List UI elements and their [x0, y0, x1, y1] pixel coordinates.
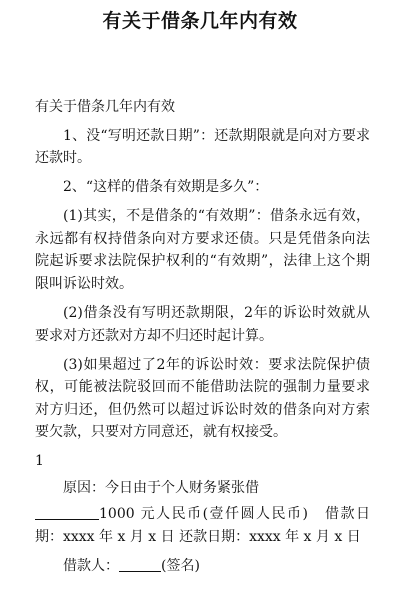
borrower-label: 借款人：	[63, 558, 119, 575]
loan-date-label: 借款日期：	[35, 506, 370, 546]
iou-amount: 1000 元人民币(壹仟圆人民币)	[99, 506, 308, 523]
iou-amount-line	[35, 503, 370, 548]
page-number: 1	[35, 453, 44, 470]
repay-date-label: 还款日期：	[179, 529, 250, 546]
iou-reason: 原因：今日由于个人财务紧张借	[63, 479, 259, 496]
document-title: 有关于借条几年内有效	[102, 10, 298, 32]
borrower-blank	[119, 555, 161, 572]
paragraph-5: (3)如果超过了2年的诉讼时效：要求法院保护债权，可能被法院驳回而不能借助法院的强制力量要求对方归还，但仍然可以超过诉讼时效的借条向对方索要欠款，只要对方同意还，就有权接受。	[35, 356, 370, 441]
loan-date: xxxx 年 x 月 x 日	[63, 529, 175, 546]
paragraph-2: 2、“这样的借条有效期是多久”：	[63, 179, 269, 196]
paragraph-3: (1)其实，不是借条的“有效期”：借条永远有效，永远都有权持借条向对方要求还债。只是凭借条向法院起诉要求法院保护权利的“有效期”，法律上这个期限叫诉讼时效。	[35, 208, 370, 292]
signature-note: (签名)	[161, 558, 200, 575]
section-heading: 有关于借条几年内有效	[35, 99, 175, 115]
paragraph-1: 1、没“写明还款日期”：还款期限就是向对方要求还款时。	[35, 127, 370, 167]
borrower-line	[35, 555, 370, 578]
paragraph-4: (2)借条没有写明还款期限，2年的诉讼时效就从要求对方还款对方却不归还时起计算。	[35, 304, 370, 344]
document-body	[35, 96, 370, 584]
amount-blank	[35, 503, 99, 520]
repay-date: xxxx 年 x 月 x 日	[249, 529, 361, 546]
